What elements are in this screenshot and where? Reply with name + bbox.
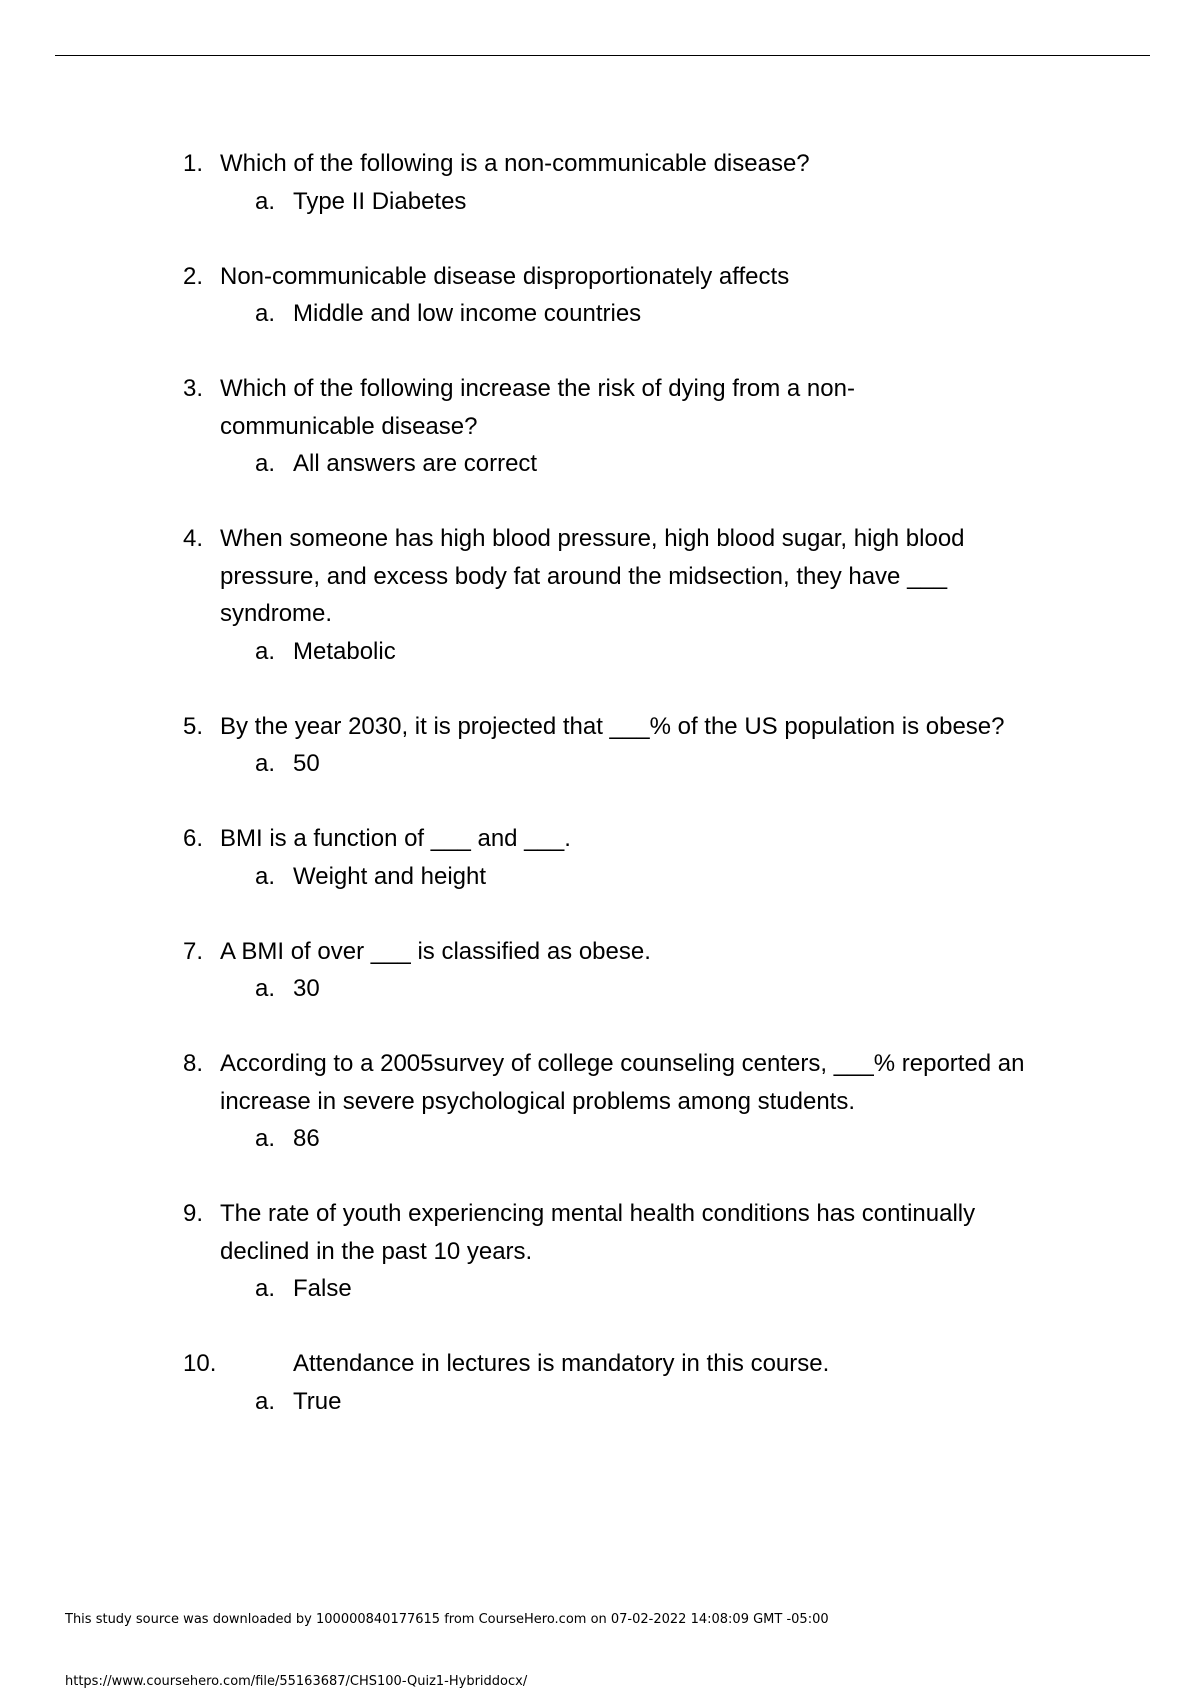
question-item <box>0 145 1200 220</box>
question-text: The rate of youth experiencing mental health conditions has continually declined in the past 10 years. <box>220 1200 982 1265</box>
question-number: 7. <box>183 937 204 965</box>
question-item <box>0 1345 1200 1420</box>
answer-line <box>0 858 1200 896</box>
question-item <box>0 520 1200 670</box>
question-number: 1. <box>183 150 204 177</box>
question-text: By the year 2030, it is projected that ___% of the US population is obese? <box>220 712 1005 740</box>
question-text: Which of the following increase the risk of dying from a non-communicable disease? <box>220 375 855 440</box>
answer-letter: a. <box>255 450 276 477</box>
question-item <box>0 370 1200 483</box>
answer-text: Weight and height <box>293 862 487 890</box>
answer-letter: a. <box>255 975 276 1002</box>
answer-letter: a. <box>255 1125 276 1152</box>
question-number: 5. <box>183 712 204 740</box>
question-text: Non-communicable disease disproportionately affects <box>220 262 790 290</box>
answer-text: True <box>293 1387 342 1415</box>
question-number: 8. <box>183 1050 204 1077</box>
question-text: A BMI of over ___ is classified as obese. <box>220 937 651 965</box>
question-number: 9. <box>183 1200 204 1227</box>
question-text: Which of the following is a non-communicable disease? <box>220 150 810 177</box>
answer-text: Metabolic <box>293 637 396 665</box>
answer-line <box>0 1120 1200 1158</box>
question-item <box>0 708 1200 783</box>
question-item <box>0 1045 1200 1158</box>
answer-line <box>0 445 1200 483</box>
question-text: When someone has high blood pressure, high blood sugar, high blood pressure, and excess body fat around the midsection, they have ___ syndrome. <box>220 525 972 627</box>
answer-text: False <box>293 1275 352 1302</box>
answer-letter: a. <box>255 750 276 777</box>
question-text: According to a 2005survey of college counseling centers, ___% reported an increase in severe psychological problems among students. <box>220 1050 1032 1115</box>
question-list <box>0 145 1200 1458</box>
answer-letter: a. <box>255 862 276 890</box>
question-number: 4. <box>183 525 204 552</box>
answer-line <box>0 183 1200 221</box>
answer-text: Type II Diabetes <box>293 187 467 215</box>
source-url: https://www.coursehero.com/file/55163687/CHS100-Quiz1-Hybriddocx/ <box>65 1674 528 1689</box>
question-number: 3. <box>183 375 204 402</box>
answer-line <box>0 745 1200 783</box>
answer-line <box>0 1270 1200 1308</box>
answer-letter: a. <box>255 187 276 215</box>
answer-line <box>0 633 1200 671</box>
download-source-note: This study source was downloaded by 100000840177615 from CourseHero.com on 07-02-2022 14:08:09 GMT -05:00 <box>65 1612 829 1627</box>
question-number: 2. <box>183 262 204 290</box>
answer-letter: a. <box>255 300 276 327</box>
answer-text: All answers are correct <box>293 450 538 477</box>
answer-line <box>0 295 1200 333</box>
question-item <box>0 933 1200 1008</box>
answer-line <box>0 1383 1200 1421</box>
question-number: 10. <box>183 1350 217 1377</box>
question-text: BMI is a function of ___ and ___. <box>220 825 571 852</box>
question-text: Attendance in lectures is mandatory in this course. <box>293 1350 830 1377</box>
answer-text: 86 <box>293 1125 320 1152</box>
question-number: 6. <box>183 825 204 852</box>
question-item <box>0 820 1200 895</box>
answer-letter: a. <box>255 1387 276 1415</box>
question-item <box>0 258 1200 333</box>
answer-letter: a. <box>255 637 276 665</box>
question-item <box>0 1195 1200 1308</box>
answer-line <box>0 970 1200 1008</box>
answer-letter: a. <box>255 1275 276 1302</box>
header-rule <box>55 55 1150 56</box>
answer-text: 50 <box>293 750 320 777</box>
answer-text: 30 <box>293 975 320 1002</box>
answer-text: Middle and low income countries <box>293 300 642 327</box>
